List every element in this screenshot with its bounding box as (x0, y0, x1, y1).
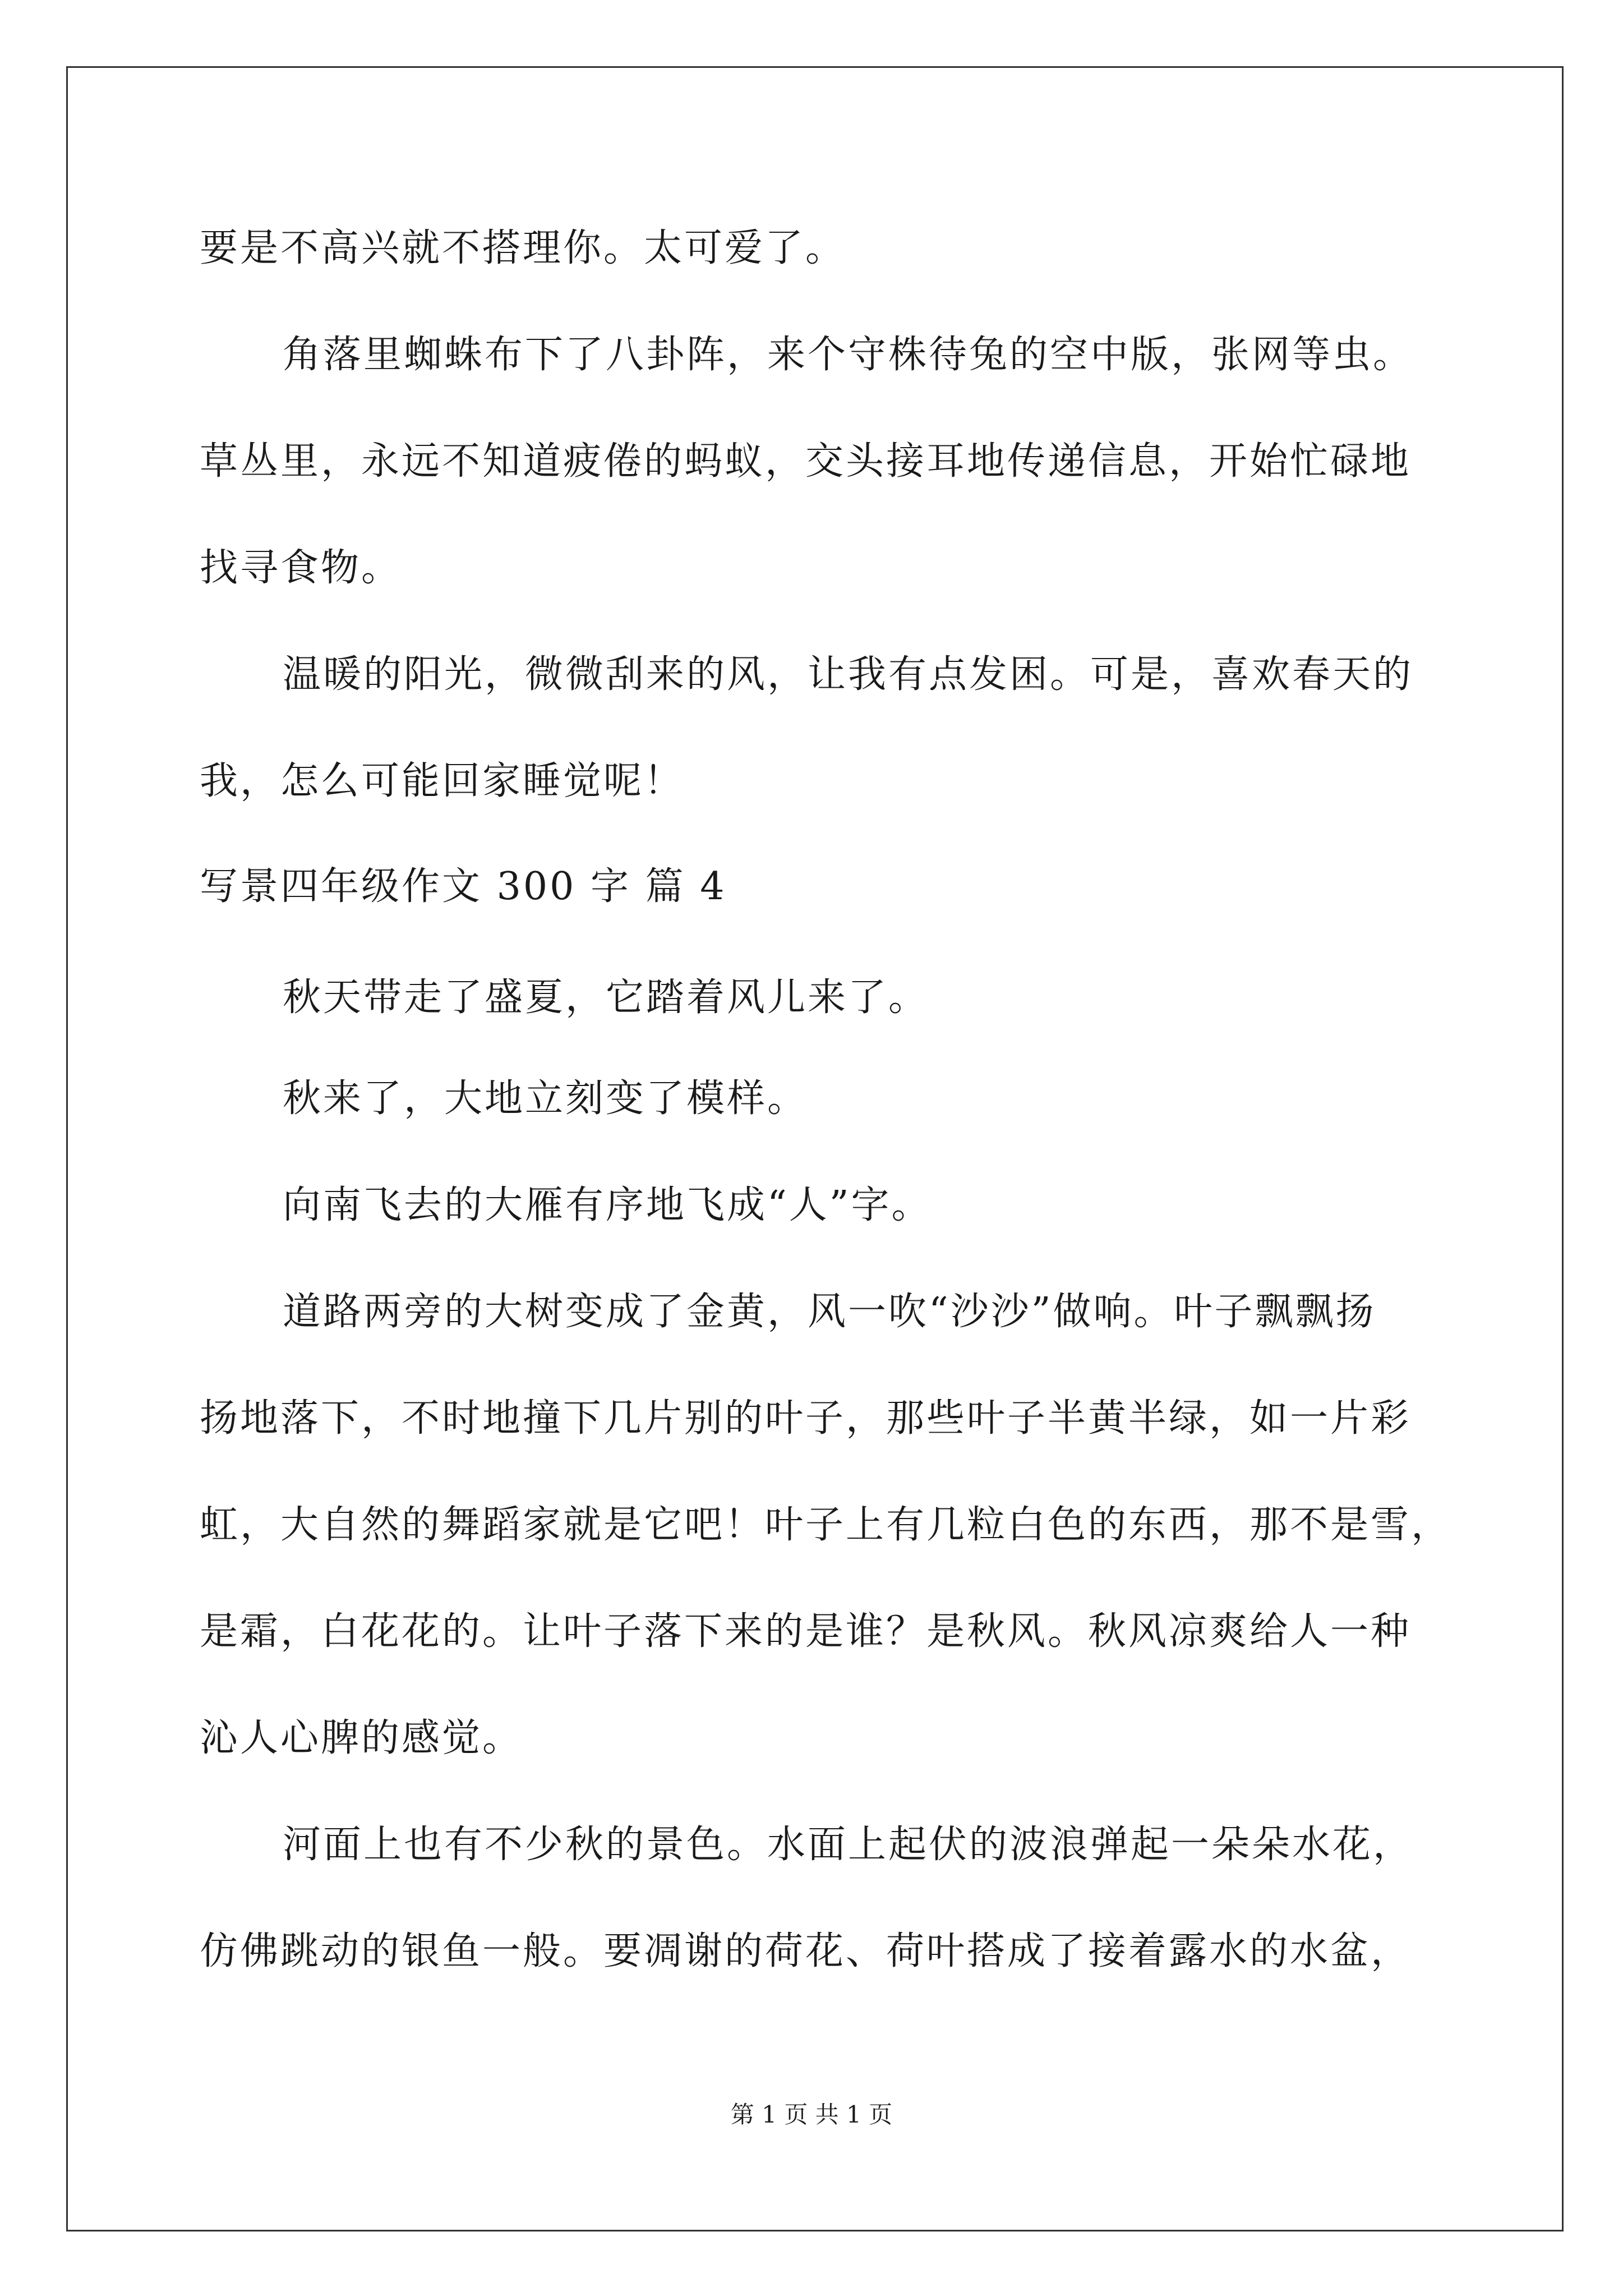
text-line: 沁人心脾的感觉。 (200, 1716, 523, 1760)
text-line: 角落里蜘蛛布下了八卦阵，来个守株待兔的空中版，张网等虫。 (283, 333, 1414, 377)
text-line: 向南飞去的大雁有序地飞成“人”字。 (283, 1183, 932, 1227)
text-line: 草丛里，永远不知道疲倦的蚂蚁，交头接耳地传递信息，开始忙碌地 (200, 439, 1412, 484)
section-heading: 写景四年级作文 300 字 篇 4 (200, 864, 727, 909)
text-line: 虹，大自然的舞蹈家就是它吧！叶子上有几粒白色的东西，那不是雪， (200, 1503, 1452, 1547)
text-line: 温暖的阳光，微微刮来的风，让我有点发困。可是，喜欢春天的 (283, 652, 1414, 697)
text-line: 秋天带走了盛夏，它踏着风儿来了。 (283, 976, 929, 1020)
text-line: 河面上也有不少秋的景色。水面上起伏的波浪弹起一朵朵水花， (283, 1823, 1414, 1867)
text-line: 找寻食物。 (200, 546, 402, 590)
text-line: 仿佛跳动的银鱼一般。要凋谢的荷花、荷叶搭成了接着露水的水盆， (200, 1929, 1412, 1973)
text-line: 扬地落下，不时地撞下几片别的叶子，那些叶子半黄半绿，如一片彩 (200, 1396, 1412, 1441)
page-footer: 第 1 页 共 1 页 (730, 2101, 893, 2128)
text-line: 道路两旁的大树变成了金黄，风一吹“沙沙”做响。叶子飘飘扬 (283, 1290, 1376, 1334)
page-border (66, 66, 1564, 2231)
text-line: 是霜，白花花的。让叶子落下来的是谁？是秋风。秋风凉爽给人一种 (200, 1609, 1412, 1654)
text-line: 要是不高兴就不搭理你。太可爱了。 (200, 226, 846, 270)
text-line: 我，怎么可能回家睡觉呢！ (200, 759, 685, 803)
text-line: 秋来了，大地立刻变了模样。 (283, 1076, 808, 1121)
